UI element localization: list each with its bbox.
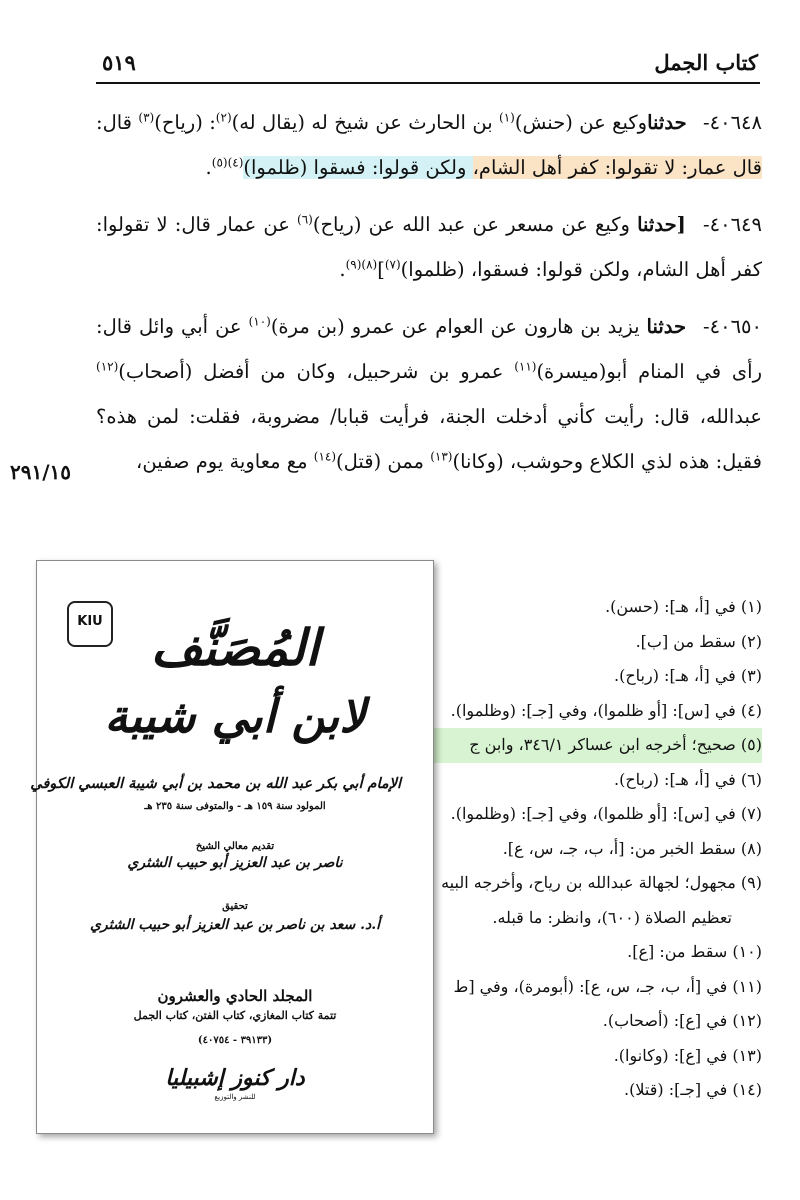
highlight-blue: ولكن قولوا: فسقوا (ظلموا): [243, 156, 473, 179]
footnote-continuation: تعظيم الصلاة (٦٠٠)، وانظر: ما قبله.: [492, 907, 732, 927]
page-number: ٥١٩: [102, 50, 136, 75]
hadith-number: ٤٠٦٤٨-: [703, 111, 763, 134]
cover-presenter-label: تقديم معالي الشيخ: [195, 841, 275, 852]
hadith-40650: [96, 304, 762, 484]
footnote-item: (٧) في [س]: [أو ظلموا)، وفي [جـ]: (وظلموا).: [450, 804, 762, 823]
hadith-text: .: [339, 258, 346, 281]
main-text: [96, 100, 762, 496]
book-cover-content: [30, 573, 421, 1121]
footnote-item: (١٣) في [ع]: (وكانوا).: [613, 1045, 762, 1065]
hadith-text: ممن (قتل): [336, 450, 431, 473]
university-logo: KIU: [67, 601, 113, 647]
hadith-text: قال:: [96, 111, 139, 134]
cover-dates: المولود سنة ١٥٩ هـ - والمتوفى سنة ٢٣٥ هـ: [144, 801, 326, 812]
hadith-text: بن الحارث عن شيخ له (يقال له): [231, 111, 500, 134]
hadith-text: عن عمار قال: لا تقولوا: كفر أهل الشام، ولكن قولوا: فسقوا، (ظلموا): [96, 213, 762, 281]
cover-editor-label: تحقيق: [222, 901, 248, 912]
hadith-text: عبدالله، قال: رأيت كأني أدخلت الجنة، فرأيت قبابا/ مضروبة، فقلت: لمن هذه؟ فقيل: هذه لذي الكلاع وحوشب، (وكانا): [96, 405, 762, 473]
footnote-item: (٦) في [أ، هـ]: (رباح).: [614, 769, 762, 789]
footnote-item: (٣) في [أ، هـ]: (رباح).: [614, 666, 762, 685]
footnote-ref: (١٣): [430, 449, 453, 464]
footnote-ref: (٨)(٩): [345, 257, 378, 272]
cover-title-line1: المُصَنَّف: [150, 618, 320, 677]
cover-title-line2: لابن أبي شيبة: [104, 689, 366, 743]
book-cover-inset: [30, 560, 434, 1134]
hadith-lead: حدثنا: [646, 315, 687, 338]
footnote-ref: (١١): [514, 359, 537, 374]
hadith-text: عن أبي وائل قال: رأى في المنام أبو(ميسرة): [96, 315, 762, 383]
footnote-ref: (١٢): [96, 359, 119, 374]
hadith-text: يزيد بن هارون عن العوام عن عمرو (بن مرة): [270, 315, 647, 338]
footnote-ref: (١٠): [248, 314, 271, 329]
cover-volume: المجلد الحادي والعشرون: [157, 987, 313, 1005]
cover-editor-name: أ.د. سعد بن ناصر بن عبد العزيز أبو حبيب الشثري: [89, 917, 381, 933]
footnote-item: (٤) في [س]: [أو ظلموا)، وفي [جـ]: (وظلموا).: [450, 700, 762, 720]
footnote-item: (٢) سقط من [ب].: [635, 631, 762, 651]
hadith-lead: [حدثنا: [637, 213, 686, 236]
hadith-text: وكيع عن مسعر عن عبد الله عن (رياح): [312, 213, 638, 236]
hadith-lead: حدثنا: [647, 111, 687, 134]
footnote-item: (١٠) سقط من: [ع].: [627, 942, 762, 961]
hadith-text: مع معاوية يوم صفين،: [136, 450, 314, 473]
publisher-logo: دار كنوز إشبيليا: [165, 1065, 305, 1091]
footnote-ref: (١): [499, 110, 515, 125]
hadith-40648: [96, 100, 762, 190]
page-header-title: كتاب الجمل: [654, 50, 758, 75]
footnote-item: (٩) مجهول؛ لجهالة عبدالله بن رياح، وأخرجه البيه: [441, 873, 762, 892]
hadith-text: .: [205, 156, 212, 179]
footnote-item: (١٢) في [ع]: (أصحاب).: [602, 1011, 762, 1030]
cover-contents: تتمة كتاب المغازي، كتاب الفتن، كتاب الجمل: [133, 1009, 337, 1022]
footnote-ref: (٤)(٥): [211, 155, 244, 170]
footnote-ref: (٧): [384, 257, 401, 272]
footnote-item: (١) في [أ، هـ]: (حسن).: [605, 597, 762, 616]
footnotes: [402, 590, 762, 1108]
hadith-number: ٤٠٦٤٩-: [703, 213, 763, 236]
header-divider: [96, 82, 760, 84]
highlight-orange: قال عمار: لا تقولوا: كفر أهل الشام،: [472, 156, 762, 179]
hadith-text: ]: [377, 258, 385, 281]
cover-range: (٣٩١٣٣ - ٤٠٧٥٤): [197, 1035, 273, 1046]
footnote-ref: (٢): [215, 110, 232, 125]
hadith-text: وكيع عن (حنش): [514, 111, 648, 134]
margin-reference: ٢٩١/١٥: [10, 460, 72, 484]
footnote-item: (١٤) في [جـ]: (قتلا).: [624, 1080, 762, 1099]
footnote-item: (٨) سقط الخبر من: [أ، ب، جـ، س، ع].: [502, 838, 762, 858]
publisher-subtitle: للنشر والتوزيع: [214, 1093, 256, 1101]
cover-presenter-name: ناصر بن عبد العزيز أبو حبيب الشثري: [127, 855, 343, 871]
hadith-text: عمرو بن شرحبيل، وكان من أفضل (أصحاب): [118, 360, 515, 383]
footnote-item: (١١) في [أ، ب، جـ، س، ع]: (أبومرة)، وفي [ط: [453, 976, 762, 996]
hadith-40649: [96, 202, 762, 292]
footnote-item-highlighted: (٥) صحيح؛ أخرجه ابن عساكر ٣٤٦/١، وابن ج: [402, 728, 762, 763]
footnote-ref: (٦): [297, 212, 313, 227]
footnote-ref: (١٤): [313, 449, 337, 464]
hadith-text: : (رياح): [154, 111, 216, 134]
footnote-ref: (٣): [138, 110, 155, 125]
cover-author: الإمام أبي بكر عبد الله بن محمد بن أبي شيبة العبسي الكوفي: [30, 775, 401, 792]
hadith-number: ٤٠٦٥٠-: [703, 315, 763, 338]
